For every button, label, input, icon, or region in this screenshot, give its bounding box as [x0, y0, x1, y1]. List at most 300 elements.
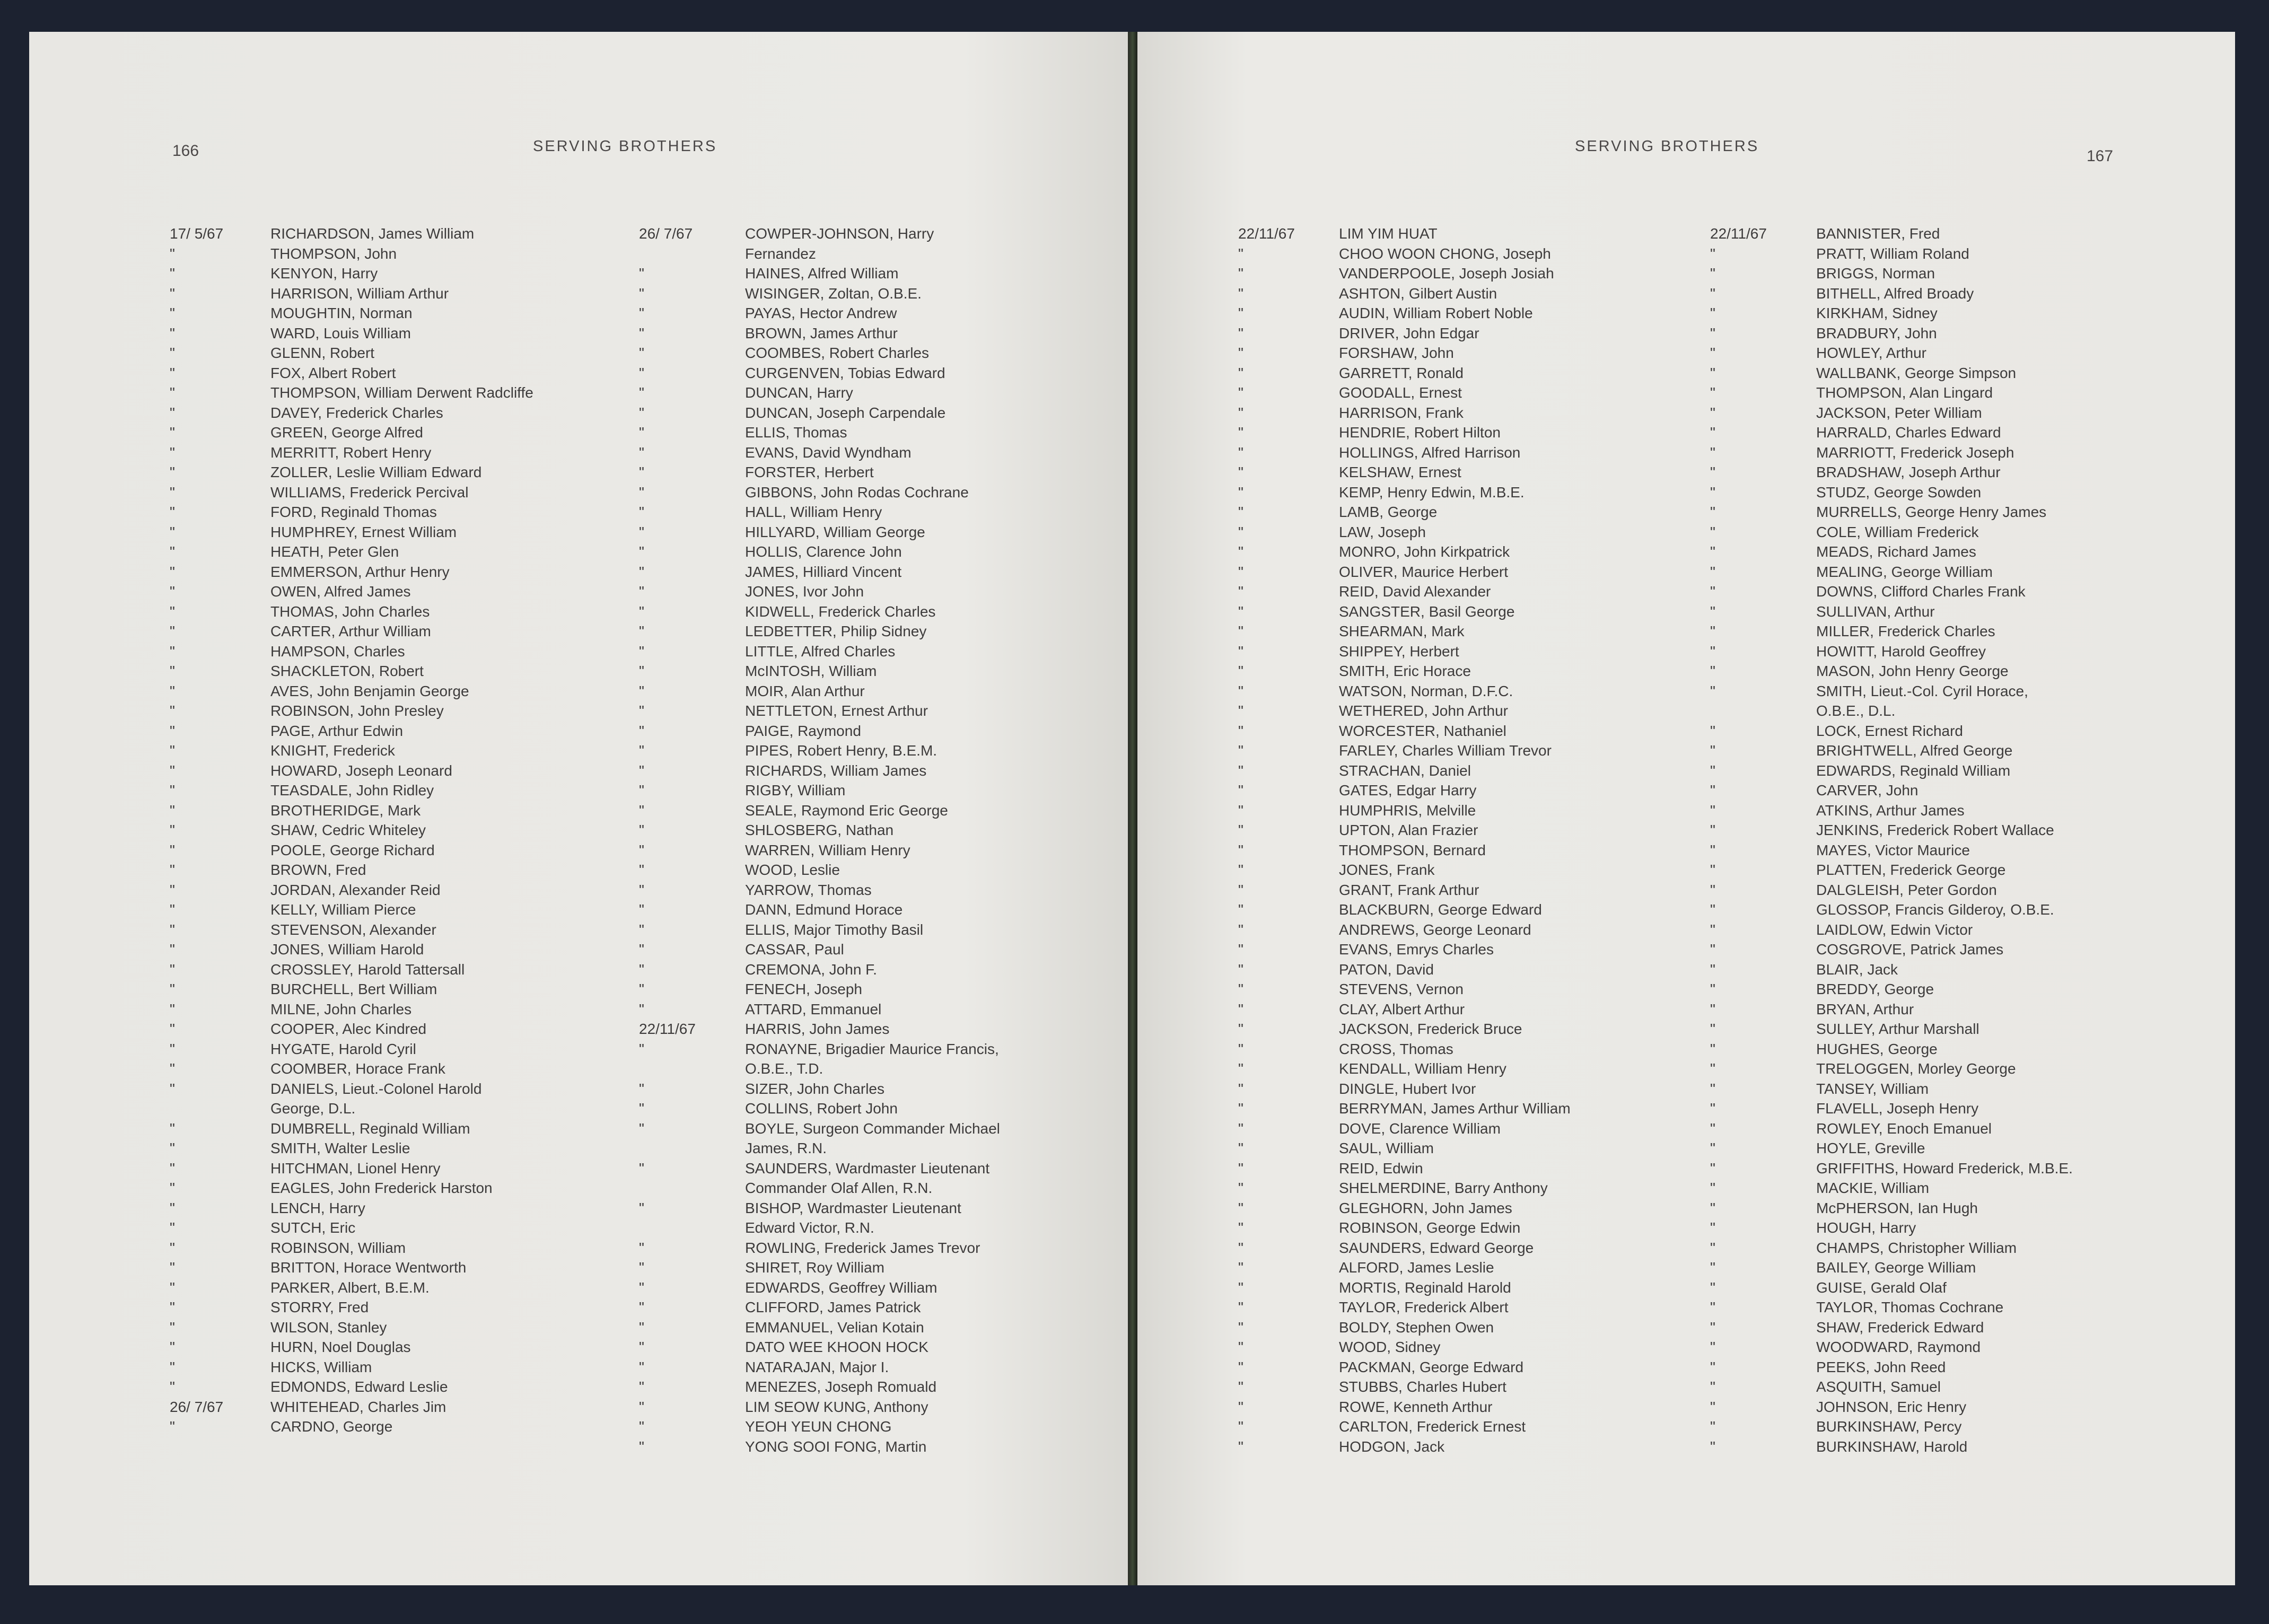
entry-name: EMMANUEL, Velian Kotain: [745, 1319, 924, 1336]
list-item: [1710, 1079, 2230, 1099]
entry-date: ": [639, 265, 644, 282]
list-item: [1710, 1437, 2230, 1457]
entry-date: ": [1710, 1438, 1715, 1455]
list-item: [1710, 1119, 2230, 1139]
entry-name: JONES, Ivor John: [745, 583, 864, 600]
entry-date: ": [1710, 285, 1715, 302]
entry-date: ": [1710, 1358, 1715, 1375]
entry-name: ANDREWS, George Leonard: [1339, 921, 1531, 938]
entry-name: FOX, Albert Robert: [270, 364, 396, 381]
entry-date: ": [170, 404, 175, 421]
list-item: [1238, 443, 1705, 463]
entry-name: WETHERED, John Arthur: [1339, 703, 1508, 719]
entry-date: ": [1710, 364, 1715, 381]
entry-name: CLIFFORD, James Patrick: [745, 1299, 921, 1315]
entry-name: HOLLIS, Clarence John: [745, 543, 902, 560]
list-item: [170, 323, 647, 344]
list-item: [1710, 681, 2230, 721]
entry-name: LEDBETTER, Philip Sidney: [745, 623, 927, 639]
entry-name: DUNCAN, Harry: [745, 384, 853, 401]
entry-date: ": [170, 1299, 175, 1315]
entry-date: ": [639, 1040, 644, 1057]
entry-name: STORRY, Fred: [270, 1299, 369, 1315]
entry-date: ": [639, 862, 644, 878]
list-item: [1238, 1377, 1705, 1397]
entry-date: ": [1238, 822, 1243, 838]
entry-name: CARVER, John: [1816, 782, 1918, 798]
entry-date: ": [170, 722, 175, 739]
entry-name: ROWLEY, Enoch Emanuel: [1816, 1120, 1992, 1137]
list-item: [639, 224, 1116, 264]
list-item: [1238, 1297, 1705, 1318]
list-item: [1238, 522, 1705, 542]
list-item: [639, 880, 1116, 900]
entry-name: ROBINSON, George Edwin: [1339, 1219, 1521, 1236]
entry-date: ": [1238, 543, 1243, 560]
entry-name: SHIPPEY, Herbert: [1339, 643, 1459, 660]
entry-date: ": [639, 1398, 644, 1415]
entry-date: ": [170, 862, 175, 878]
entry-date: ": [1710, 921, 1715, 938]
entry-date: ": [639, 384, 644, 401]
entry-name: BREDDY, George: [1816, 981, 1934, 997]
entry-date: ": [639, 1000, 644, 1017]
entry-date: ": [639, 404, 644, 421]
list-item: [1238, 1099, 1705, 1119]
entry-date: ": [1238, 643, 1243, 660]
entry-name: HICKS, William: [270, 1358, 372, 1375]
entry-name: HOWLEY, Arthur: [1816, 345, 1927, 361]
list-item: [170, 1377, 647, 1397]
book-spread: [29, 32, 2235, 1585]
entry-name: EDWARDS, Reginald William: [1816, 762, 2011, 779]
entry-name: BOYLE, Surgeon Commander Michael James, R.N.: [745, 1120, 1000, 1156]
list-item: [639, 1039, 1116, 1079]
list-item: [170, 1079, 647, 1119]
list-item: [1710, 443, 2230, 463]
list-item: [639, 1079, 1116, 1099]
entry-date: ": [1238, 841, 1243, 858]
list-item: [1710, 979, 2230, 999]
page-number: 166: [172, 142, 199, 160]
list-item: [170, 582, 647, 602]
entry-date: ": [1710, 523, 1715, 540]
entry-name: MILLER, Frederick Charles: [1816, 623, 1995, 639]
list-item: [1238, 900, 1705, 920]
list-item: [170, 502, 647, 522]
list-item: [170, 562, 647, 582]
entry-name: ROWLING, Frederick James Trevor: [745, 1239, 980, 1256]
right-page: [1137, 32, 2235, 1585]
list-item: [1238, 1437, 1705, 1457]
entry-name: HENDRIE, Robert Hilton: [1339, 424, 1501, 441]
entry-name: COLE, William Frederick: [1816, 523, 1979, 540]
entry-name: THOMPSON, Alan Lingard: [1816, 384, 1993, 401]
entry-date: ": [639, 1438, 644, 1455]
entry-date: ": [1710, 1199, 1715, 1216]
entry-date: ": [170, 345, 175, 361]
list-item: [1710, 602, 2230, 622]
entry-date: ": [639, 742, 644, 759]
entry-name: BROTHERIDGE, Mark: [270, 802, 421, 819]
entry-name: NETTLETON, Ernest Arthur: [745, 703, 928, 719]
entry-date: 22/11/67: [639, 1021, 696, 1037]
entry-name: HOLLINGS, Alfred Harrison: [1339, 444, 1521, 461]
list-item: [1238, 1357, 1705, 1377]
entry-date: ": [1710, 802, 1715, 819]
entry-name: FORD, Reginald Thomas: [270, 504, 437, 520]
entry-date: ": [1710, 841, 1715, 858]
entry-date: ": [1238, 663, 1243, 679]
entry-name: OWEN, Alfred James: [270, 583, 411, 600]
entry-date: ": [170, 703, 175, 719]
list-item: [170, 403, 647, 423]
entry-date: ": [1710, 464, 1715, 480]
entry-date: ": [1710, 822, 1715, 838]
entry-name: LAIDLOW, Edwin Victor: [1816, 921, 1973, 938]
entry-date: ": [170, 921, 175, 938]
entry-name: RICHARDS, William James: [745, 762, 927, 779]
list-item: [170, 423, 647, 443]
list-item: [170, 780, 647, 801]
entry-date: ": [1710, 424, 1715, 441]
entry-name: MOUGHTIN, Norman: [270, 305, 413, 321]
list-item: [1710, 960, 2230, 980]
list-item: [1238, 940, 1705, 960]
entry-name: GREEN, George Alfred: [270, 424, 423, 441]
list-item: [170, 701, 647, 721]
entry-name: YEOH YEUN CHONG: [745, 1418, 892, 1435]
list-item: [1710, 1397, 2230, 1417]
entry-date: ": [1238, 901, 1243, 918]
list-item: [170, 1198, 647, 1218]
list-item: [1710, 1357, 2230, 1377]
list-item: [170, 482, 647, 503]
entry-name: BRIGHTWELL, Alfred George: [1816, 742, 2013, 759]
entry-name: LOCK, Ernest Richard: [1816, 722, 1963, 739]
entry-date: ": [639, 305, 644, 321]
entry-name: HAMPSON, Charles: [270, 643, 405, 660]
entry-name: SAUNDERS, Edward George: [1339, 1239, 1534, 1256]
entry-name: KEMP, Henry Edwin, M.B.E.: [1339, 484, 1525, 501]
entry-date: ": [170, 1160, 175, 1177]
list-item: [1710, 383, 2230, 403]
list-item: [170, 264, 647, 284]
entry-date: ": [1710, 563, 1715, 580]
list-item: [1710, 502, 2230, 522]
column-3: [1238, 224, 1705, 1456]
entry-name: HURN, Noel Douglas: [270, 1339, 411, 1355]
entry-name: REID, Edwin: [1339, 1160, 1423, 1177]
list-item: [639, 1357, 1116, 1377]
entry-name: HITCHMAN, Lionel Henry: [270, 1160, 441, 1177]
entry-date: ": [1238, 444, 1243, 461]
list-item: [639, 462, 1116, 482]
entry-date: ": [170, 464, 175, 480]
entry-name: BRADSHAW, Joseph Arthur: [1816, 464, 2001, 480]
list-item: [170, 1138, 647, 1158]
entry-name: NATARAJAN, Major I.: [745, 1358, 889, 1375]
entry-name: STRACHAN, Daniel: [1339, 762, 1471, 779]
entry-date: ": [1238, 742, 1243, 759]
list-item: [639, 582, 1116, 602]
list-item: [1710, 860, 2230, 880]
entry-date: ": [170, 623, 175, 639]
entry-name: DALGLEISH, Peter Gordon: [1816, 881, 1997, 898]
entry-name: COOPER, Alec Kindred: [270, 1021, 427, 1037]
entry-date: ": [1238, 1398, 1243, 1415]
entry-date: ": [170, 1319, 175, 1336]
entry-date: ": [639, 841, 644, 858]
entry-name: BLACKBURN, George Edward: [1339, 901, 1542, 918]
list-item: [639, 1198, 1116, 1238]
entry-date: ": [639, 1379, 644, 1395]
entry-date: ": [1238, 305, 1243, 321]
entry-name: WISINGER, Zoltan, O.B.E.: [745, 285, 922, 302]
entry-date: ": [170, 1021, 175, 1037]
entry-date: ": [170, 1140, 175, 1156]
entry-name: HILLYARD, William George: [745, 523, 925, 540]
list-item: [1710, 462, 2230, 482]
entry-date: ": [1238, 682, 1243, 699]
entry-name: CROSS, Thomas: [1339, 1040, 1453, 1057]
list-item: [170, 1218, 647, 1238]
entry-name: EMMERSON, Arthur Henry: [270, 563, 450, 580]
entry-date: ": [1710, 404, 1715, 421]
list-item: [170, 1297, 647, 1318]
entry-date: ": [639, 444, 644, 461]
entry-name: SIZER, John Charles: [745, 1080, 884, 1097]
entry-name: HALL, William Henry: [745, 504, 882, 520]
entry-name: JACKSON, Frederick Bruce: [1339, 1021, 1522, 1037]
entry-name: WILSON, Stanley: [270, 1319, 387, 1336]
list-item: [1710, 999, 2230, 1020]
entry-date: ": [170, 523, 175, 540]
list-item: [639, 741, 1116, 761]
entry-date: ": [639, 1418, 644, 1435]
list-item: [1710, 1337, 2230, 1357]
book-gutter: [1128, 32, 1137, 1585]
list-item: [639, 1238, 1116, 1258]
entry-date: ": [1238, 563, 1243, 580]
entry-name: RONAYNE, Brigadier Maurice Francis, O.B.E., T.D.: [745, 1040, 999, 1077]
entry-name: SULLEY, Arthur Marshall: [1816, 1021, 1979, 1037]
list-item: [170, 1258, 647, 1278]
entry-name: HARRISON, Frank: [1339, 404, 1464, 421]
list-item: [639, 721, 1116, 741]
entry-date: ": [1238, 285, 1243, 302]
list-item: [1238, 1158, 1705, 1179]
entry-date: ": [639, 1199, 644, 1216]
entry-name: ASHTON, Gilbert Austin: [1339, 285, 1497, 302]
entry-date: ": [170, 941, 175, 958]
entry-date: ": [1710, 1319, 1715, 1336]
entry-date: ": [1238, 1160, 1243, 1177]
entry-date: ": [170, 782, 175, 798]
entry-name: WARD, Louis William: [270, 324, 411, 341]
entry-name: LITTLE, Alfred Charles: [745, 643, 896, 660]
entry-date: ": [1710, 345, 1715, 361]
entry-date: ": [1710, 1080, 1715, 1097]
list-item: [639, 1337, 1116, 1357]
entry-date: ": [639, 802, 644, 819]
entry-name: SUTCH, Eric: [270, 1219, 356, 1236]
list-item: [1710, 1158, 2230, 1179]
list-item: [1710, 224, 2230, 244]
entry-name: STUBBS, Charles Hubert: [1339, 1379, 1506, 1395]
entry-date: ": [170, 742, 175, 759]
list-item: [1238, 960, 1705, 980]
entry-name: JACKSON, Peter William: [1816, 404, 1982, 421]
entry-name: SAUNDERS, Wardmaster Lieutenant Commander Olaf Allen, R.N.: [745, 1160, 990, 1196]
entry-date: ": [1238, 1180, 1243, 1196]
entry-name: THOMPSON, Bernard: [1339, 841, 1486, 858]
list-item: [1710, 820, 2230, 840]
list-item: [1238, 482, 1705, 503]
list-item: [1710, 1198, 2230, 1218]
entry-name: BRADBURY, John: [1816, 324, 1937, 341]
entry-date: ": [170, 762, 175, 779]
entry-date: ": [639, 762, 644, 779]
list-item: [1238, 264, 1705, 284]
running-header: SERVING BROTHERS: [1575, 138, 1759, 155]
entry-date: ": [170, 1339, 175, 1355]
entry-date: ": [170, 1000, 175, 1017]
list-item: [1238, 582, 1705, 602]
list-item: [1238, 999, 1705, 1020]
list-item: [1238, 920, 1705, 940]
entry-date: ": [1710, 981, 1715, 997]
entry-name: EVANS, David Wyndham: [745, 444, 912, 461]
entry-date: ": [639, 682, 644, 699]
list-item: [170, 1019, 647, 1039]
entry-date: ": [170, 1080, 175, 1097]
entry-date: ": [170, 285, 175, 302]
entry-date: ": [1238, 1199, 1243, 1216]
list-item: [170, 443, 647, 463]
entry-date: ": [170, 1180, 175, 1196]
entry-date: ": [170, 484, 175, 501]
entry-date: ": [1710, 1140, 1715, 1156]
entry-name: TAYLOR, Thomas Cochrane: [1816, 1299, 2004, 1315]
entry-name: JONES, Frank: [1339, 862, 1435, 878]
entry-date: ": [170, 1259, 175, 1276]
entry-name: PARKER, Albert, B.E.M.: [270, 1279, 430, 1296]
list-item: [1710, 1059, 2230, 1079]
entry-date: ": [170, 1040, 175, 1057]
list-item: [639, 562, 1116, 582]
entry-date: ": [639, 1299, 644, 1315]
entry-name: TAYLOR, Frederick Albert: [1339, 1299, 1509, 1315]
entry-name: DANIELS, Lieut.-Colonel Harold George, D.L.: [270, 1080, 482, 1117]
entry-date: ": [1710, 305, 1715, 321]
entry-date: ": [170, 663, 175, 679]
list-item: [1710, 1258, 2230, 1278]
entry-name: HUMPHRIS, Melville: [1339, 802, 1476, 819]
list-item: [639, 1099, 1116, 1119]
entry-name: KELLY, William Pierce: [270, 901, 416, 918]
entry-date: ": [1238, 1319, 1243, 1336]
list-item: [170, 820, 647, 840]
entry-name: KIRKHAM, Sidney: [1816, 305, 1938, 321]
list-item: [1710, 761, 2230, 781]
list-item: [170, 681, 647, 701]
entry-date: ": [1238, 1358, 1243, 1375]
entry-name: COSGROVE, Patrick James: [1816, 941, 2004, 958]
entry-name: YONG SOOI FONG, Martin: [745, 1438, 927, 1455]
list-item: [639, 1019, 1116, 1039]
entry-name: KNIGHT, Frederick: [270, 742, 395, 759]
list-item: [170, 900, 647, 920]
entry-name: ROBINSON, John Presley: [270, 703, 444, 719]
entry-date: ": [1710, 484, 1715, 501]
entry-name: JORDAN, Alexander Reid: [270, 881, 441, 898]
entry-name: BROWN, Fred: [270, 862, 366, 878]
entry-date: ": [1710, 1021, 1715, 1037]
entry-name: UPTON, Alan Frazier: [1339, 822, 1478, 838]
entry-date: ": [639, 364, 644, 381]
entry-name: BURKINSHAW, Percy: [1816, 1418, 1962, 1435]
entry-date: ": [1710, 543, 1715, 560]
entry-name: DANN, Edmund Horace: [745, 901, 903, 918]
entry-date: ": [639, 285, 644, 302]
entry-name: CASSAR, Paul: [745, 941, 844, 958]
list-item: [170, 1278, 647, 1298]
list-item: [1238, 244, 1705, 264]
entry-date: ": [1710, 663, 1715, 679]
entry-date: ": [1710, 1398, 1715, 1415]
entry-date: ": [639, 464, 644, 480]
list-item: [170, 343, 647, 363]
entry-date: ": [1238, 504, 1243, 520]
list-item: [639, 642, 1116, 662]
entry-name: DUMBRELL, Reginald William: [270, 1120, 470, 1137]
list-item: [639, 780, 1116, 801]
list-item: [1238, 224, 1705, 244]
list-item: [170, 1337, 647, 1357]
entry-date: ": [1710, 603, 1715, 620]
entry-name: MASON, John Henry George: [1816, 663, 2009, 679]
entry-name: GRIFFITHS, Howard Frederick, M.B.E.: [1816, 1160, 2073, 1177]
list-item: [1238, 303, 1705, 323]
entry-date: ": [1710, 1239, 1715, 1256]
entry-name: FORSHAW, John: [1339, 345, 1454, 361]
entry-date: ": [639, 484, 644, 501]
entry-name: EDMONDS, Edward Leslie: [270, 1379, 448, 1395]
list-item: [1238, 1079, 1705, 1099]
column-4: [1710, 224, 2230, 1456]
list-item: [1710, 244, 2230, 264]
list-item: [1238, 1138, 1705, 1158]
entry-date: ": [639, 961, 644, 978]
entry-date: ": [1710, 444, 1715, 461]
entry-date: ": [639, 782, 644, 798]
list-item: [639, 999, 1116, 1020]
entry-date: ": [1238, 1100, 1243, 1117]
list-item: [1710, 562, 2230, 582]
list-item: [1710, 423, 2230, 443]
entry-date: ": [1238, 345, 1243, 361]
list-item: [170, 1158, 647, 1179]
list-item: [639, 303, 1116, 323]
entry-date: ": [170, 643, 175, 660]
list-item: [1238, 621, 1705, 642]
list-item: [639, 602, 1116, 622]
entry-date: ": [1238, 1000, 1243, 1017]
entry-name: JENKINS, Frederick Robert Wallace: [1816, 822, 2054, 838]
entry-date: ": [1710, 742, 1715, 759]
entry-name: DOWNS, Clifford Charles Frank: [1816, 583, 2026, 600]
